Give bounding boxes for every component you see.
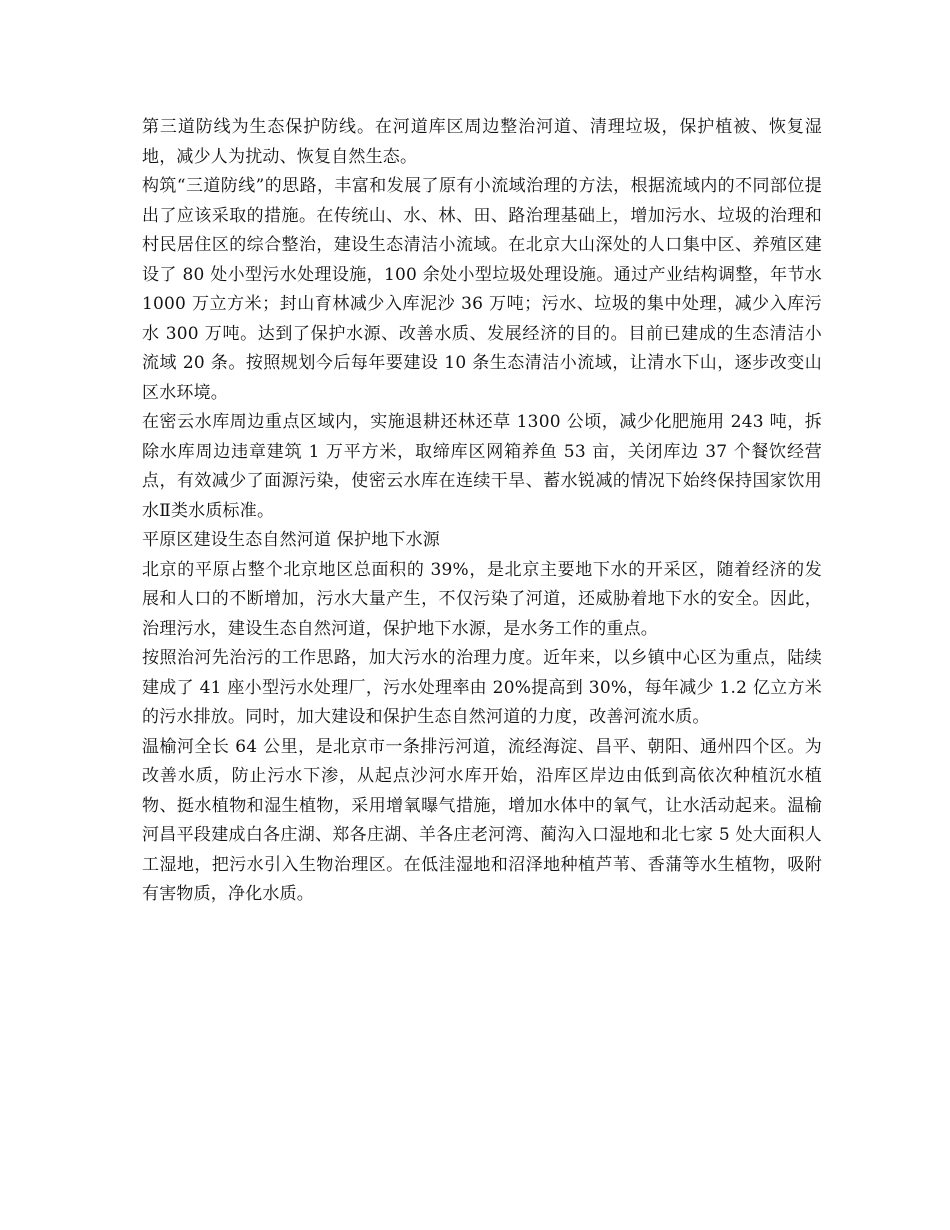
paragraph-plain-groundwater: 北京的平原占整个北京地区总面积的 39%，是北京主要地下水的开采区，随着经济的发展和人口的不断增加，污水大量产生，不仅污染了河道，还威胁着地下水的安全。因此，治理污水，建设生态自然河道，保护地下水源，是水务工作的重点。 bbox=[142, 559, 822, 639]
paragraph-ecological-protection-line: 第三道防线为生态保护防线。在河道库区周边整治河道、清理垃圾，保护植被、恢复湿地，减少人为扰动、恢复自然生态。 bbox=[142, 117, 822, 167]
paragraph-three-defense-lines: 构筑“三道防线”的思路，丰富和发展了原有小流域治理的方法，根据流域内的不同部位提出了应该采取的措施。在传统山、水、林、田、路治理基础上，增加污水、垃圾的治理和村民居住区的综合整治，建设生态清洁小流域。在北京大山深处的人口集中区、养殖区建设了 80 处小型污水处理设施，100 余处小型垃圾处理设施。通过产业结构调整，年节水 1000 万立方米；封山育林减少入库泥沙 36 万吨；污水、垃圾的集中处理，减少入库污水 300 万吨。达到了保护水源、改善水质、发展经济的目的。目前已建成的生态清洁小流域 20 条。按照规划今后每年要建设 10 条生态清洁小流域，让清水下山，逐步改变山区水环境。 bbox=[142, 176, 822, 403]
document-body bbox=[142, 113, 822, 910]
paragraph-wenyu-river: 温榆河全长 64 公里，是北京市一条排污河道，流经海淀、昌平、朝阳、通州四个区。为改善水质，防止污水下渗，从起点沙河水库开始，沿库区岸边由低到高依次种植沉水植物、挺水植物和湿生植物，采用增氧曝气措施，增加水体中的氧气，让水活动起来。温榆河昌平段建成白各庄湖、郑各庄湖、羊各庄老河湾、蔺沟入口湿地和北七家 5 处大面积人工湿地，把污水引入生物治理区。在低洼湿地和沼泽地种植芦苇、香蒲等水生植物，吸附有害物质，净化水质。 bbox=[142, 736, 822, 904]
section-heading-plain-river: 平原区建设生态自然河道 保护地下水源 bbox=[142, 530, 441, 550]
paragraph-miyun-reservoir: 在密云水库周边重点区域内，实施退耕还林还草 1300 公顷，减少化肥施用 243 吨，拆除水库周边违章建筑 1 万平方米，取缔库区网箱养鱼 53 亩，关闭库边 37 个餐饮经营点，有效减少了面源污染，使密云水库在连续干旱、蓄水锐减的情况下始终保持国家饮用水Ⅱ类水质标准。 bbox=[142, 412, 822, 521]
paragraph-sewage-treatment: 按照治河先治污的工作思路，加大污水的治理力度。近年来，以乡镇中心区为重点，陆续建成了 41 座小型污水处理厂，污水处理率由 20%提高到 30%，每年减少 1.2 亿立方米的污水排放。同时，加大建设和保护生态自然河道的力度，改善河流水质。 bbox=[142, 648, 822, 727]
